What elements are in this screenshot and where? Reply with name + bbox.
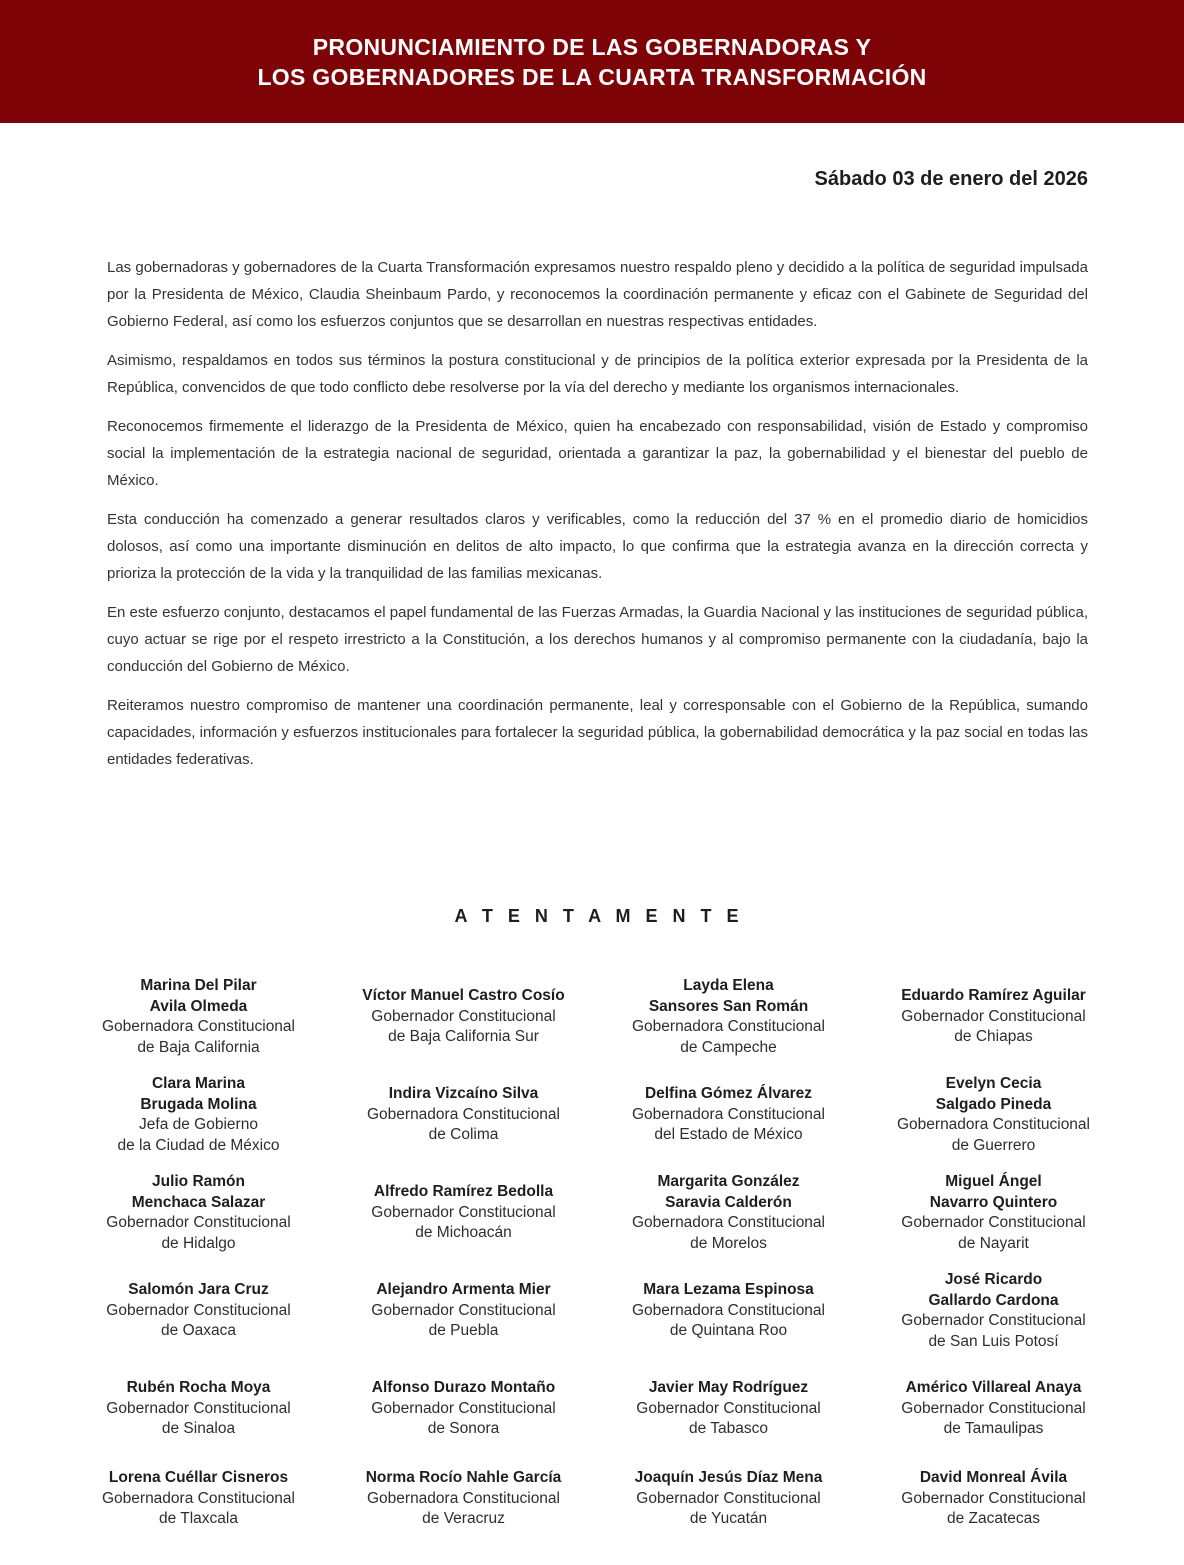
signatory-name: Víctor Manuel Castro Cosío xyxy=(362,987,565,1005)
signatory-role: de Morelos xyxy=(690,1234,767,1252)
signatory-role: de Sonora xyxy=(427,1420,500,1438)
signature-block xyxy=(861,1262,1126,1360)
signatory-name: José Ricardo xyxy=(944,1271,1043,1288)
signatory-role: Gobernadora Constitucional xyxy=(366,1105,560,1123)
signatory-role: Gobernadora Constitucional xyxy=(631,1301,825,1319)
signatory-role: de Zacatecas xyxy=(946,1510,1041,1528)
signatory-role: de Baja California Sur xyxy=(388,1028,539,1046)
signatory-name: Alfonso Durazo Montaño xyxy=(371,1379,556,1397)
signatory-name: Joaquín Jesús Díaz Mena xyxy=(634,1469,823,1487)
signatory-name: Mara Lezama Espinosa xyxy=(643,1281,814,1299)
document-date: Sábado 03 de enero del 2026 xyxy=(814,168,1088,190)
signature-block xyxy=(861,968,1126,1066)
signatory-name: Saravia Calderón xyxy=(665,1193,792,1211)
signatory-role: de Tamaulipas xyxy=(943,1420,1044,1438)
signatory-role: de Tabasco xyxy=(689,1420,768,1438)
signature-block xyxy=(596,1066,861,1164)
signatory-role: Gobernador Constitucional xyxy=(901,1007,1086,1025)
signature-block xyxy=(596,1458,861,1540)
signatory-role: Gobernador Constitucional xyxy=(901,1312,1086,1329)
signatory-role: Gobernador Constitucional xyxy=(106,1399,291,1417)
signatory-role: Gobernadora Constitucional xyxy=(631,1018,825,1035)
signature-block xyxy=(331,968,596,1066)
signatory-role: de Nayarit xyxy=(958,1234,1029,1252)
signature-block xyxy=(596,1360,861,1458)
statement-body xyxy=(107,254,1088,785)
signatory-role: de Campeche xyxy=(680,1038,777,1056)
signatory-role: de Sinaloa xyxy=(161,1420,236,1438)
signatory-name: Rubén Rocha Moya xyxy=(126,1379,271,1397)
signature-block xyxy=(331,1164,596,1262)
signatory-role: Gobernadora Constitucional xyxy=(631,1214,825,1231)
signatory-role: Gobernador Constitucional xyxy=(106,1214,291,1231)
signature-block xyxy=(66,1164,331,1262)
signatory-name: Margarita González xyxy=(657,1173,800,1190)
signatory-role: Gobernador Constitucional xyxy=(636,1399,821,1417)
signatory-name: Delfina Gómez Álvarez xyxy=(644,1085,813,1103)
signatory-name: Avila Olmeda xyxy=(149,997,248,1015)
paragraph-4: Esta conducción ha comenzado a generar resultados claros y verificables, como la reducción del 37 % en el promedio diario de homicidios dolosos, así como una importante disminución en delitos de alto impacto, lo que confirma que la estrategia avanza en la dirección correcta y prioriza la protección de la vida y la tranquilidad de las familias mexicanas. xyxy=(107,511,1088,582)
signature-block xyxy=(66,1458,331,1540)
signatory-role: Gobernador Constitucional xyxy=(901,1214,1086,1231)
signatory-role: Gobernador Constitucional xyxy=(371,1007,556,1025)
signature-block xyxy=(861,1360,1126,1458)
signatory-role: de San Luis Potosí xyxy=(928,1332,1059,1350)
signatory-name: Javier May Rodríguez xyxy=(648,1379,809,1397)
signatory-name: Norma Rocío Nahle García xyxy=(365,1469,562,1487)
signatory-role: de Baja California xyxy=(137,1038,260,1056)
signatory-name: Marina Del Pilar xyxy=(140,977,257,994)
signatory-name: Alfredo Ramírez Bedolla xyxy=(373,1183,554,1201)
signatory-name: Salomón Jara Cruz xyxy=(128,1281,269,1299)
signature-block xyxy=(596,1164,861,1262)
signatory-role: de Hidalgo xyxy=(161,1234,236,1252)
signature-block xyxy=(861,1458,1126,1540)
signatory-role: de Oaxaca xyxy=(161,1322,236,1340)
signature-block xyxy=(861,1164,1126,1262)
signatory-role: Gobernadora Constitucional xyxy=(631,1105,825,1123)
signatory-name: Sansores San Román xyxy=(648,997,809,1015)
paragraph-3: Reconocemos firmemente el liderazgo de la Presidenta de México, quien ha encabezado con responsabilidad, visión de Estado y compromiso social la implementación de la estrategia nacional de seguridad, orientada a garantizar la paz, la gobernabilidad y el bienestar del pueblo de México. xyxy=(107,418,1088,489)
signature-block xyxy=(66,1360,331,1458)
signature-block xyxy=(66,968,331,1066)
signatory-role: de Chiapas xyxy=(954,1028,1033,1046)
signature-block xyxy=(331,1458,596,1540)
signatory-name: Navarro Quintero xyxy=(929,1193,1058,1211)
signature-block xyxy=(596,968,861,1066)
signatory-name: David Monreal Ávila xyxy=(919,1469,1068,1487)
signatory-name: Américo Villareal Anaya xyxy=(905,1379,1082,1397)
signatory-name: Alejandro Armenta Mier xyxy=(376,1281,551,1299)
signature-block xyxy=(66,1262,331,1360)
signatory-name: Clara Marina xyxy=(151,1075,246,1092)
signature-block xyxy=(331,1262,596,1360)
signatory-role: Gobernador Constitucional xyxy=(636,1489,821,1507)
signatory-name: Salgado Pineda xyxy=(935,1095,1052,1113)
signatory-role: Gobernadora Constitucional xyxy=(896,1116,1090,1133)
signatory-role: Gobernador Constitucional xyxy=(901,1489,1086,1507)
signatory-name: Lorena Cuéllar Cisneros xyxy=(108,1469,289,1487)
closing-atentamente: A T E N T A M E N T E xyxy=(454,906,744,926)
signatory-name: Menchaca Salazar xyxy=(131,1193,266,1211)
signatory-role: de la Ciudad de México xyxy=(117,1136,280,1154)
signatory-role: del Estado de México xyxy=(654,1126,803,1144)
paragraph-5: En este esfuerzo conjunto, destacamos el papel fundamental de las Fuerzas Armadas, la Guardia Nacional y las instituciones de seguridad pública, cuyo actuar se rige por el respeto irrestricto a la Constitución, a los derechos humanos y al compromiso permanente con la ciudadanía, bajo la conducción del Gobierno de México. xyxy=(107,604,1088,675)
signatory-role: Gobernador Constitucional xyxy=(371,1203,556,1221)
signature-block xyxy=(861,1066,1126,1164)
signatory-role: de Quintana Roo xyxy=(669,1322,788,1340)
signatory-name: Eduardo Ramírez Aguilar xyxy=(901,987,1086,1005)
signatory-role: de Guerrero xyxy=(951,1136,1036,1154)
signatory-role: Gobernadora Constitucional xyxy=(366,1489,560,1507)
signatory-role: Gobernadora Constitucional xyxy=(101,1018,295,1035)
signatures-grid xyxy=(66,968,1126,1540)
signatory-name: Julio Ramón xyxy=(151,1173,245,1190)
signatory-role: Gobernador Constitucional xyxy=(106,1301,291,1319)
signatory-role: Gobernador Constitucional xyxy=(371,1399,556,1417)
signature-block xyxy=(331,1360,596,1458)
signature-block xyxy=(596,1262,861,1360)
signatory-role: de Yucatán xyxy=(689,1510,768,1528)
signatory-name: Brugada Molina xyxy=(140,1095,257,1113)
paragraph-6: Reiteramos nuestro compromiso de mantener una coordinación permanente, leal y corresponsable con el Gobierno de la República, sumando capacidades, información y esfuerzos institucionales para fortalecer la seguridad pública, la gobernabilidad democrática y la paz social en todas las entidades federativas. xyxy=(107,697,1088,768)
signatory-name: Layda Elena xyxy=(683,977,774,994)
signatory-role: de Colima xyxy=(428,1126,499,1144)
paragraph-2: Asimismo, respaldamos en todos sus términos la postura constitucional y de principios de la política exterior expresada por la Presidenta de la República, convencidos de que todo conflicto debe resolverse por la vía del derecho y mediante los organismos internacionales. xyxy=(107,352,1088,396)
signatory-role: de Michoacán xyxy=(415,1224,512,1242)
header-banner xyxy=(0,0,1184,123)
signatory-role: Jefa de Gobierno xyxy=(139,1116,258,1133)
signatory-name: Indira Vizcaíno Silva xyxy=(388,1085,539,1103)
signature-block xyxy=(331,1066,596,1164)
signatory-role: Gobernadora Constitucional xyxy=(101,1489,295,1507)
signatory-role: Gobernador Constitucional xyxy=(371,1301,556,1319)
signatory-role: Gobernador Constitucional xyxy=(901,1399,1086,1417)
title-line-2: LOS GOBERNADORES DE LA CUARTA TRANSFORMACIÓN xyxy=(257,63,927,90)
signatory-name: Evelyn Cecia xyxy=(945,1075,1042,1092)
signatory-name: Miguel Ángel xyxy=(945,1173,1042,1190)
signatory-name: Gallardo Cardona xyxy=(928,1291,1059,1309)
signature-block xyxy=(66,1066,331,1164)
signatory-role: de Veracruz xyxy=(422,1510,505,1528)
signatory-role: de Puebla xyxy=(428,1322,499,1340)
paragraph-1: Las gobernadoras y gobernadores de la Cuarta Transformación expresamos nuestro respaldo pleno y decidido a la política de seguridad impulsada por la Presidenta de México, Claudia Sheinbaum Pardo, y reconocemos la coordinación permanente y eficaz con el Gabinete de Seguridad del Gobierno Federal, así como los esfuerzos conjuntos que se desarrollan en nuestras respectivas entidades. xyxy=(107,259,1088,330)
signatory-role: de Tlaxcala xyxy=(159,1510,238,1528)
title-line-1: PRONUNCIAMIENTO DE LAS GOBERNADORAS Y xyxy=(312,33,872,60)
